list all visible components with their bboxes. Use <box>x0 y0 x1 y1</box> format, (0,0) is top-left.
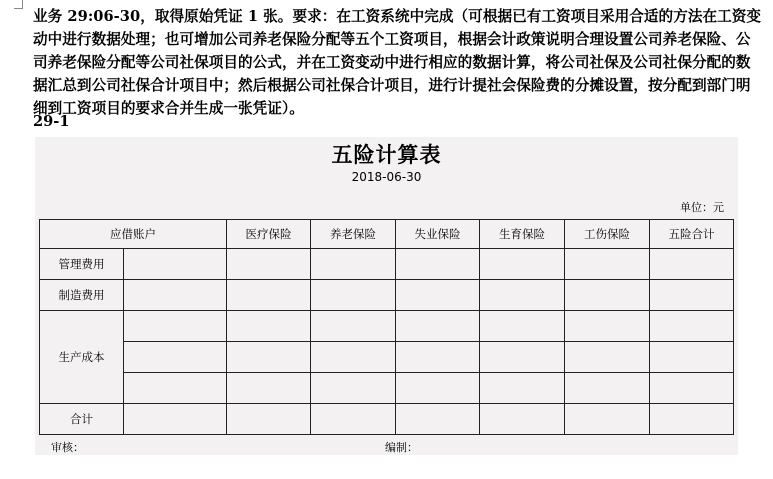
row-label-admin: 管理费用 <box>40 249 124 280</box>
table-cell <box>565 280 650 311</box>
table-cell <box>565 373 650 404</box>
header-debit-account: 应借账户 <box>40 220 227 249</box>
table-cell <box>396 311 480 342</box>
table-cell <box>565 342 650 373</box>
table-cell <box>311 342 396 373</box>
table-cell <box>396 342 480 373</box>
insurance-table <box>39 219 734 435</box>
table-cell <box>565 311 650 342</box>
table-cell <box>311 280 396 311</box>
row-label-total: 合计 <box>40 404 124 435</box>
table-cell <box>311 404 396 435</box>
table-cell <box>227 280 311 311</box>
total-row <box>40 404 734 435</box>
table-cell <box>227 373 311 404</box>
five-insurance-form <box>35 137 738 455</box>
table-cell <box>124 373 227 404</box>
table-cell <box>480 342 565 373</box>
table-cell <box>311 311 396 342</box>
reviewer-label: 审核： <box>51 441 84 454</box>
table-cell <box>565 249 650 280</box>
table-cell <box>124 404 227 435</box>
table-cell <box>650 404 734 435</box>
table-cell <box>650 311 734 342</box>
table-cell <box>311 373 396 404</box>
table-cell <box>311 249 396 280</box>
header-pension: 养老保险 <box>311 220 396 249</box>
table-cell <box>227 342 311 373</box>
table-cell <box>480 311 565 342</box>
header-maternity: 生育保险 <box>480 220 565 249</box>
table-row <box>40 280 734 311</box>
table-row <box>40 342 734 373</box>
table-cell <box>650 373 734 404</box>
table-cell <box>124 249 227 280</box>
table-cell <box>650 280 734 311</box>
table-cell <box>480 280 565 311</box>
form-date: 2018-06-30 <box>351 170 422 184</box>
table-cell <box>480 404 565 435</box>
row-label-production: 生产成本 <box>40 311 124 404</box>
table-cell <box>650 249 734 280</box>
header-injury: 工伤保险 <box>565 220 650 249</box>
table-cell <box>565 404 650 435</box>
table-cell <box>124 311 227 342</box>
table-cell <box>650 342 734 373</box>
table-cell <box>480 249 565 280</box>
table-cell <box>124 342 227 373</box>
page-corner-mark <box>14 0 23 9</box>
header-unemployment: 失业保险 <box>396 220 480 249</box>
table-cell <box>480 373 565 404</box>
header-medical: 医疗保险 <box>227 220 311 249</box>
table-row <box>40 311 734 342</box>
unit-label: 单位：元 <box>680 201 724 214</box>
table-cell <box>396 280 480 311</box>
table-cell <box>396 249 480 280</box>
header-total: 五险合计 <box>650 220 734 249</box>
table-cell <box>396 373 480 404</box>
table-cell <box>396 404 480 435</box>
table-cell <box>227 249 311 280</box>
table-cell <box>227 311 311 342</box>
table-row <box>40 373 734 404</box>
table-row <box>40 249 734 280</box>
row-label-manufacturing: 制造费用 <box>40 280 124 311</box>
task-description: 业务 29:06-30，取得原始凭证 1 张。要求：在工资系统中完成（可根据已有工资项目采用合适的方法在工资变动中进行数据处理；也可增加公司养老保险分配等五个工资项目，根据会计政策说明合理设置公司养老保险、公司养老保险分配等公司社保项目的公式，并在工资变动中进行相应的数据计算，将公司社保及公司社保分配的数据汇总到公司社保合计项目中；然后根据公司社保合计项目，进行计提社会保险费的分摊设置，按分配到部门明细到工资项目的要求合并生成一张凭证）。 <box>33 8 762 117</box>
table-cell <box>227 404 311 435</box>
document-label: 29-1 <box>33 113 70 130</box>
header-row <box>40 220 734 249</box>
form-title: 五险计算表 <box>331 143 442 167</box>
table-cell <box>124 280 227 311</box>
preparer-label: 编制： <box>385 441 418 454</box>
